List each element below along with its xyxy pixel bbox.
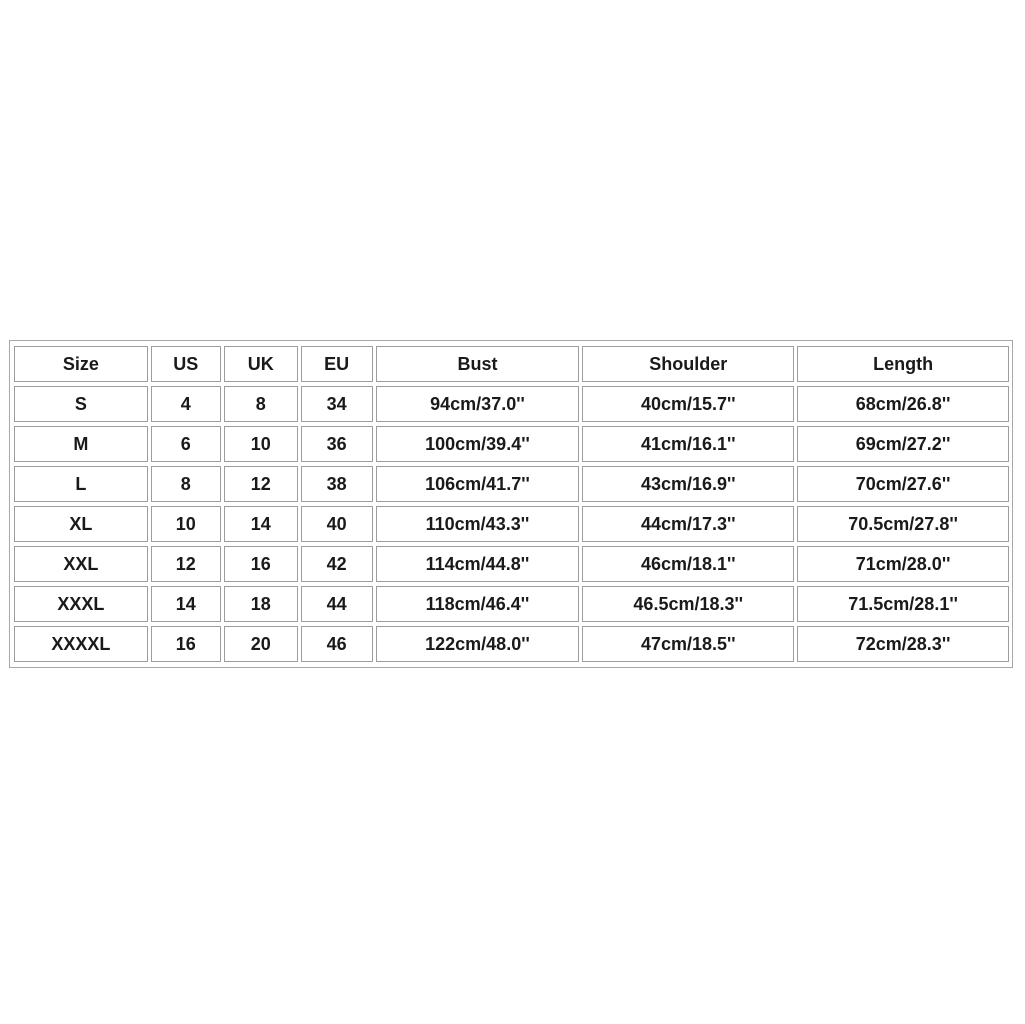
cell-uk: 10 — [224, 426, 298, 462]
cell-size: L — [14, 466, 148, 502]
cell-uk: 18 — [224, 586, 298, 622]
header-cell-bust: Bust — [376, 346, 580, 382]
cell-length: 71.5cm/28.1'' — [797, 586, 1009, 622]
cell-eu: 36 — [301, 426, 373, 462]
header-cell-eu: EU — [301, 346, 373, 382]
cell-eu: 42 — [301, 546, 373, 582]
cell-us: 16 — [151, 626, 221, 662]
cell-uk: 12 — [224, 466, 298, 502]
header-cell-size: Size — [14, 346, 148, 382]
cell-size: M — [14, 426, 148, 462]
table-row — [14, 626, 1009, 662]
cell-uk: 8 — [224, 386, 298, 422]
cell-size: XXXXL — [14, 626, 148, 662]
cell-bust: 110cm/43.3'' — [376, 506, 580, 542]
table-row — [14, 586, 1009, 622]
cell-eu: 34 — [301, 386, 373, 422]
cell-length: 70.5cm/27.8'' — [797, 506, 1009, 542]
table-row — [14, 546, 1009, 582]
table-row — [14, 506, 1009, 542]
cell-uk: 14 — [224, 506, 298, 542]
cell-eu: 46 — [301, 626, 373, 662]
cell-bust: 100cm/39.4'' — [376, 426, 580, 462]
size-chart — [9, 340, 1013, 668]
size-chart-table — [11, 342, 1012, 666]
cell-us: 4 — [151, 386, 221, 422]
header-cell-us: US — [151, 346, 221, 382]
cell-shoulder: 44cm/17.3'' — [582, 506, 794, 542]
header-cell-length: Length — [797, 346, 1009, 382]
cell-bust: 122cm/48.0'' — [376, 626, 580, 662]
header-row — [14, 346, 1009, 382]
cell-us: 8 — [151, 466, 221, 502]
cell-size: S — [14, 386, 148, 422]
cell-length: 69cm/27.2'' — [797, 426, 1009, 462]
cell-size: XL — [14, 506, 148, 542]
cell-bust: 94cm/37.0'' — [376, 386, 580, 422]
cell-bust: 118cm/46.4'' — [376, 586, 580, 622]
cell-size: XXL — [14, 546, 148, 582]
table-row — [14, 386, 1009, 422]
cell-eu: 38 — [301, 466, 373, 502]
cell-shoulder: 46.5cm/18.3'' — [582, 586, 794, 622]
cell-length: 71cm/28.0'' — [797, 546, 1009, 582]
header-cell-shoulder: Shoulder — [582, 346, 794, 382]
cell-bust: 106cm/41.7'' — [376, 466, 580, 502]
cell-shoulder: 43cm/16.9'' — [582, 466, 794, 502]
cell-shoulder: 46cm/18.1'' — [582, 546, 794, 582]
cell-uk: 16 — [224, 546, 298, 582]
cell-us: 6 — [151, 426, 221, 462]
cell-us: 14 — [151, 586, 221, 622]
cell-us: 12 — [151, 546, 221, 582]
cell-length: 70cm/27.6'' — [797, 466, 1009, 502]
cell-us: 10 — [151, 506, 221, 542]
cell-shoulder: 47cm/18.5'' — [582, 626, 794, 662]
table-row — [14, 426, 1009, 462]
cell-bust: 114cm/44.8'' — [376, 546, 580, 582]
cell-eu: 44 — [301, 586, 373, 622]
cell-length: 68cm/26.8'' — [797, 386, 1009, 422]
cell-eu: 40 — [301, 506, 373, 542]
cell-size: XXXL — [14, 586, 148, 622]
cell-shoulder: 40cm/15.7'' — [582, 386, 794, 422]
cell-uk: 20 — [224, 626, 298, 662]
header-cell-uk: UK — [224, 346, 298, 382]
cell-shoulder: 41cm/16.1'' — [582, 426, 794, 462]
table-row — [14, 466, 1009, 502]
cell-length: 72cm/28.3'' — [797, 626, 1009, 662]
